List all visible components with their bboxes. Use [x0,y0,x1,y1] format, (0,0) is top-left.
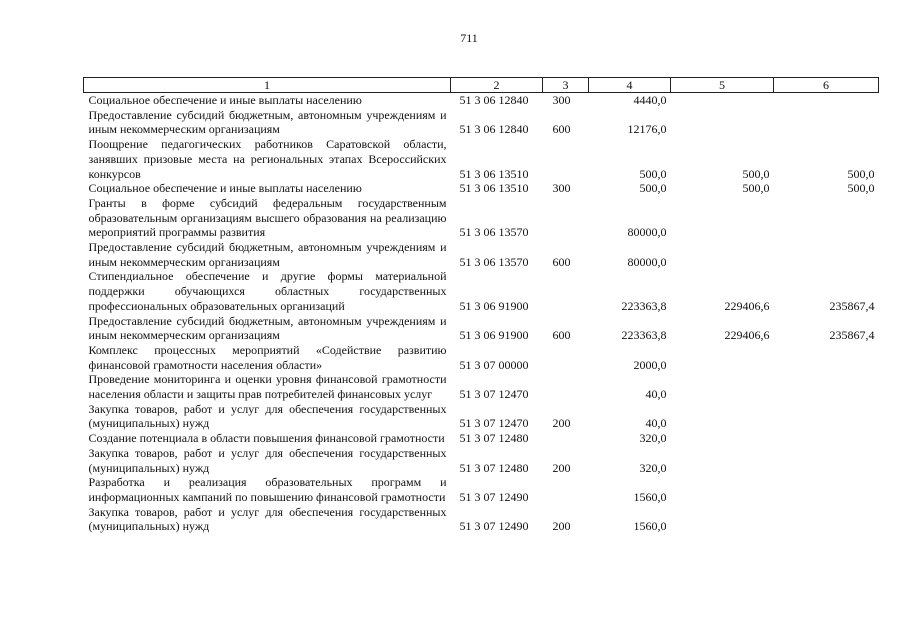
expense-type: 300 [552,93,571,107]
item-name: Предоставление субсидий бюджетным, автономным учреждениям и иным некоммерческим организациям [88,107,447,137]
amount-col-4: 320,0 [639,431,667,446]
amount-col-6 [774,240,879,269]
expense-type: 600 [552,122,571,137]
item-name: Закупка товаров, работ и услуг для обеспечения государственных (муниципальных) нужд [88,504,447,534]
table-row [84,343,879,372]
amount-col-6 [774,93,879,108]
amount-col-6: 500,0 [847,181,875,196]
amount-col-4: 12176,0 [627,122,667,137]
item-code: 51 3 06 12840 [459,93,529,107]
item-name: Предоставление субсидий бюджетным, автономным учреждениям и иным некоммерческим организациям [88,240,447,269]
table-row [84,108,879,137]
expense-type: 300 [552,181,571,196]
expense-type [543,431,589,446]
amount-col-4: 4440,0 [633,93,667,107]
expense-type: 200 [552,460,571,475]
item-code: 51 3 07 00000 [459,357,529,372]
amount-col-5 [671,240,774,269]
item-code: 51 3 06 12840 [459,122,529,137]
table-row [84,431,879,446]
item-code: 51 3 07 12490 [459,519,529,534]
amount-col-4: 40,0 [645,387,667,402]
table-row [84,475,879,504]
item-code: 51 3 07 12470 [459,387,529,402]
item-name: Гранты в форме субсидий федеральным государственным образовательным организациям высшего образования на реализацию мероприятий программы развития [88,195,447,240]
table-row [84,402,879,431]
item-name: Комплекс процессных мероприятий «Содействие развитию финансовой грамотности населения области» [88,342,447,372]
amount-col-6: 235867,4 [829,298,875,313]
expense-type: 200 [552,519,571,534]
amount-col-6 [774,431,879,446]
expense-type [543,269,589,313]
amount-col-5 [671,343,774,372]
amount-col-4: 1560,0 [633,489,667,504]
amount-col-5: 229406,6 [724,298,770,313]
item-code: 51 3 07 12480 [459,460,529,475]
amount-col-6 [774,402,879,431]
expense-type [543,475,589,504]
expense-type: 600 [552,328,571,343]
item-code: 51 3 07 12490 [459,489,529,504]
expense-type [543,196,589,240]
budget-table [83,77,879,534]
item-name: Социальное обеспечение и иные выплаты населению [88,181,362,196]
amount-col-6 [774,343,879,372]
table-row [84,269,879,313]
amount-col-4: 223363,8 [621,298,667,313]
item-name: Социальное обеспечение и иные выплаты населению [88,93,362,107]
amount-col-4: 80000,0 [627,225,667,240]
table-body [84,93,879,535]
amount-col-4: 320,0 [639,460,667,475]
item-code: 51 3 07 12480 [459,431,529,446]
item-code: 51 3 06 13510 [459,181,529,196]
table-row [84,314,879,343]
page-number: 711 [460,31,478,45]
expense-type [543,137,589,181]
header-row [84,78,879,93]
item-name: Проведение мониторинга и оценки уровня финансовой грамотности населения области и защиты прав потребителей финансовых услуг [88,372,447,402]
amount-col-4: 40,0 [645,416,667,431]
amount-col-5 [671,108,774,137]
expense-type: 600 [552,254,571,269]
amount-col-5 [671,372,774,401]
amount-col-5: 500,0 [742,181,770,196]
amount-col-6: 235867,4 [829,328,875,343]
amount-col-6 [774,108,879,137]
header-col-4: 4 [589,78,671,93]
item-name: Создание потенциала в области повышения финансовой грамотности [88,431,445,446]
amount-col-6 [774,475,879,504]
table-row [84,505,879,534]
amount-col-5 [671,196,774,240]
header-col-3: 3 [543,78,589,93]
header-col-1: 1 [84,78,451,93]
item-code: 51 3 06 13510 [459,166,529,181]
table-row [84,181,879,196]
header-col-2: 2 [451,78,543,93]
header-col-6: 6 [774,78,879,93]
item-name: Предоставление субсидий бюджетным, автономным учреждениям и иным некоммерческим организациям [88,313,447,343]
amount-col-5 [671,475,774,504]
item-code: 51 3 06 91900 [459,298,529,313]
amount-col-5: 229406,6 [724,328,770,343]
amount-col-4: 223363,8 [621,328,667,343]
item-name: Закупка товаров, работ и услуг для обеспечения государственных (муниципальных) нужд [88,445,447,475]
amount-col-5 [671,505,774,534]
amount-col-5 [671,93,774,108]
header-col-5: 5 [671,78,774,93]
amount-col-4: 80000,0 [627,254,667,269]
amount-col-4: 500,0 [639,166,667,181]
amount-col-6: 500,0 [847,166,875,181]
item-name: Разработка и реализация образовательных программ и информационных кампаний по повышению финансовой грамотности [88,475,447,504]
amount-col-5 [671,446,774,475]
amount-col-4: 1560,0 [633,519,667,534]
expense-type: 200 [552,416,571,431]
table-row [84,93,879,108]
item-code: 51 3 06 91900 [459,328,529,343]
item-name: Поощрение педагогических работников Саратовской области, занявших призовые места на региональных этапах Всероссийских конкурсов [88,137,447,181]
item-name: Закупка товаров, работ и услуг для обеспечения государственных (муниципальных) нужд [88,401,447,431]
amount-col-5 [671,402,774,431]
table-row [84,446,879,475]
amount-col-4: 2000,0 [633,357,667,372]
expense-type [543,343,589,372]
item-code: 51 3 06 13570 [459,254,529,269]
amount-col-6 [774,372,879,401]
expense-type [543,372,589,401]
table-row [84,196,879,240]
item-code: 51 3 07 12470 [459,416,529,431]
table-row [84,372,879,401]
table-row [84,240,879,269]
item-name: Стипендиальное обеспечение и другие формы материальной поддержки обучающихся областных государственных профессиональных образовательных организаций [88,269,447,313]
table-row [84,137,879,181]
amount-col-6 [774,196,879,240]
amount-col-6 [774,505,879,534]
amount-col-6 [774,446,879,475]
amount-col-5 [671,431,774,446]
amount-col-5: 500,0 [742,166,770,181]
amount-col-4: 500,0 [639,181,667,196]
item-code: 51 3 06 13570 [459,225,529,240]
